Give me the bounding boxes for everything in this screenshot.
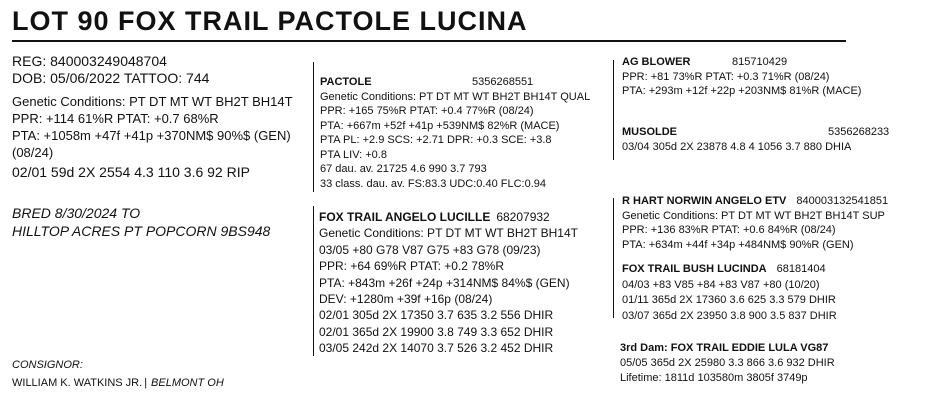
consignor — [12, 376, 224, 391]
lot-title: LOT 90 FOX TRAIL PACTOLE LUCINA — [12, 6, 528, 36]
dd-line: 01/11 365d 2X 17360 3.6 625 3.3 579 DHIR — [622, 294, 836, 306]
sire-line: Genetic Conditions: PT DT MT WT BH2T BH14T QUAL — [320, 90, 591, 103]
dam-line: 03/05 242d 2X 14070 3.7 526 3.2 452 DHIR — [319, 341, 554, 356]
third-dam-line: 05/05 365d 2X 25980 3.3 866 3.6 932 DHIR — [620, 357, 835, 370]
sire-line: PTA LIV: +0.8 — [320, 148, 387, 161]
ss-header — [622, 55, 902, 70]
dd-block — [622, 262, 912, 324]
third-dam-line: Lifetime: 1811d 103580m 3805f 3749p — [620, 372, 808, 385]
third-dam-block — [620, 341, 910, 387]
sd-reg: 5356268233 — [828, 126, 890, 138]
dam-block — [319, 209, 609, 357]
dam-name: FOX TRAIL ANGELO LUCILLE — [319, 210, 491, 224]
ss-line: PTA: +293m +12f +22p +203NM$ 81%R (MACE) — [622, 85, 862, 97]
dd-name: FOX TRAIL BUSH LUCINDA — [622, 263, 767, 275]
sire-line: 67 dau. av. 21725 4.6 990 3.7 793 — [320, 163, 487, 175]
consignor-separator: | — [144, 377, 148, 389]
dam-line: Genetic Conditions: PT DT MT WT BH2T BH14T — [319, 226, 578, 241]
lot-genetic: Genetic Conditions: PT DT MT WT BH2T BH14T — [12, 94, 293, 109]
sire-reg: 5356268551 — [472, 76, 534, 88]
dam-line: PTA: +843m +26f +24p +314NM$ 84%$ (GEN) — [319, 275, 570, 290]
sire-parents-bracket — [613, 60, 614, 160]
lot-pta: PTA: +1058m +47f +41p +370NM$ 90%$ (GEN) — [12, 128, 291, 143]
lot-record: 02/01 59d 2X 2554 4.3 110 3.6 92 RIP — [12, 164, 250, 180]
sire-name: PACTOLE — [320, 76, 372, 88]
dam-line: DEV: +1280m +39f +16p (08/24) — [319, 292, 493, 307]
dd-reg: 68181404 — [776, 263, 826, 275]
third-dam-name: 3rd Dam: FOX TRAIL EDDIE LULA VG87 — [620, 342, 829, 354]
sd-block — [622, 125, 902, 154]
sire-bracket — [313, 62, 314, 192]
sire-block — [320, 75, 606, 191]
ds-name: R HART NORWIN ANGELO ETV — [622, 195, 787, 207]
dam-header — [319, 209, 609, 225]
bred-to: HILLTOP ACRES PT POPCORN 9BS948 — [12, 223, 271, 239]
bred-date: BRED 8/30/2024 TO — [12, 205, 141, 221]
sire-header — [320, 75, 606, 90]
dam-parents-bracket — [613, 198, 614, 318]
dam-line: 03/05 +80 G78 V87 G75 +83 G78 (09/23) — [319, 242, 541, 257]
sd-header — [622, 125, 902, 140]
ss-line: PPR: +81 73%R PTAT: +0.3 71%R (08/24) — [622, 70, 830, 83]
ds-line: Genetic Conditions: PT DT MT WT BH2T BH14T SUP — [622, 209, 885, 222]
lot-reg: REG: 840003249048704 — [12, 53, 167, 69]
sire-line: PTA: +667m +52f +41p +539NM$ 82%R (MACE) — [320, 119, 560, 132]
lot-details — [12, 93, 293, 161]
consignor-label: CONSIGNOR: — [12, 359, 83, 371]
sd-line: 03/04 305d 2X 23878 4.8 4 1056 3.7 880 DHIA — [622, 140, 852, 153]
dam-bracket — [313, 206, 314, 356]
ds-line: PTA: +634m +44f +34p +484NM$ 90%R (GEN) — [622, 238, 854, 251]
ss-reg: 815710429 — [732, 56, 788, 68]
sire-line: 33 class. dau. av. FS:83.3 UDC:0.40 FLC:0.94 — [320, 177, 547, 190]
dd-line: 04/03 +83 V85 +84 +83 V87 +80 (10/20) — [622, 278, 820, 291]
sd-name: MUSOLDE — [622, 126, 677, 138]
lot-info — [12, 53, 209, 87]
bred-info — [12, 204, 270, 240]
dam-line: PPR: +64 69%R PTAT: +0.2 78%R — [319, 259, 504, 274]
title-rule — [12, 40, 846, 42]
lot-dob: DOB: 05/06/2022 TATTOO: 744 — [12, 70, 210, 86]
ss-block — [622, 55, 902, 99]
sire-line: PPR: +165 75%R PTAT: +0.4 77%R (08/24) — [320, 105, 534, 117]
lot-ppr: PPR: +114 61%R PTAT: +0.7 68%R — [12, 111, 219, 126]
dd-header — [622, 262, 912, 278]
ds-line: PPR: +136 83%R PTAT: +0.6 84%R (08/24) — [622, 224, 836, 236]
lot-pta-date: (08/24) — [12, 145, 54, 160]
dam-line: 02/01 365d 2X 19900 3.8 749 3.3 652 DHIR — [319, 324, 554, 339]
ds-block — [622, 194, 912, 252]
consignor-name: WILLIAM K. WATKINS JR. — [12, 377, 143, 389]
ds-header — [622, 194, 912, 209]
dam-line: 02/01 305d 2X 17350 3.7 635 3.2 556 DHIR — [319, 308, 554, 323]
dd-line: 03/07 365d 2X 23950 3.8 900 3.5 837 DHIR — [622, 309, 837, 322]
sire-line: PTA PL: +2.9 SCS: +2.71 DPR: +0.3 SCE: +3.8 — [320, 134, 552, 146]
ds-reg: 840003132541851 — [796, 195, 889, 207]
dam-reg: 68207932 — [496, 210, 550, 224]
consignor-location: BELMONT OH — [151, 377, 224, 389]
ss-name: AG BLOWER — [622, 56, 691, 68]
